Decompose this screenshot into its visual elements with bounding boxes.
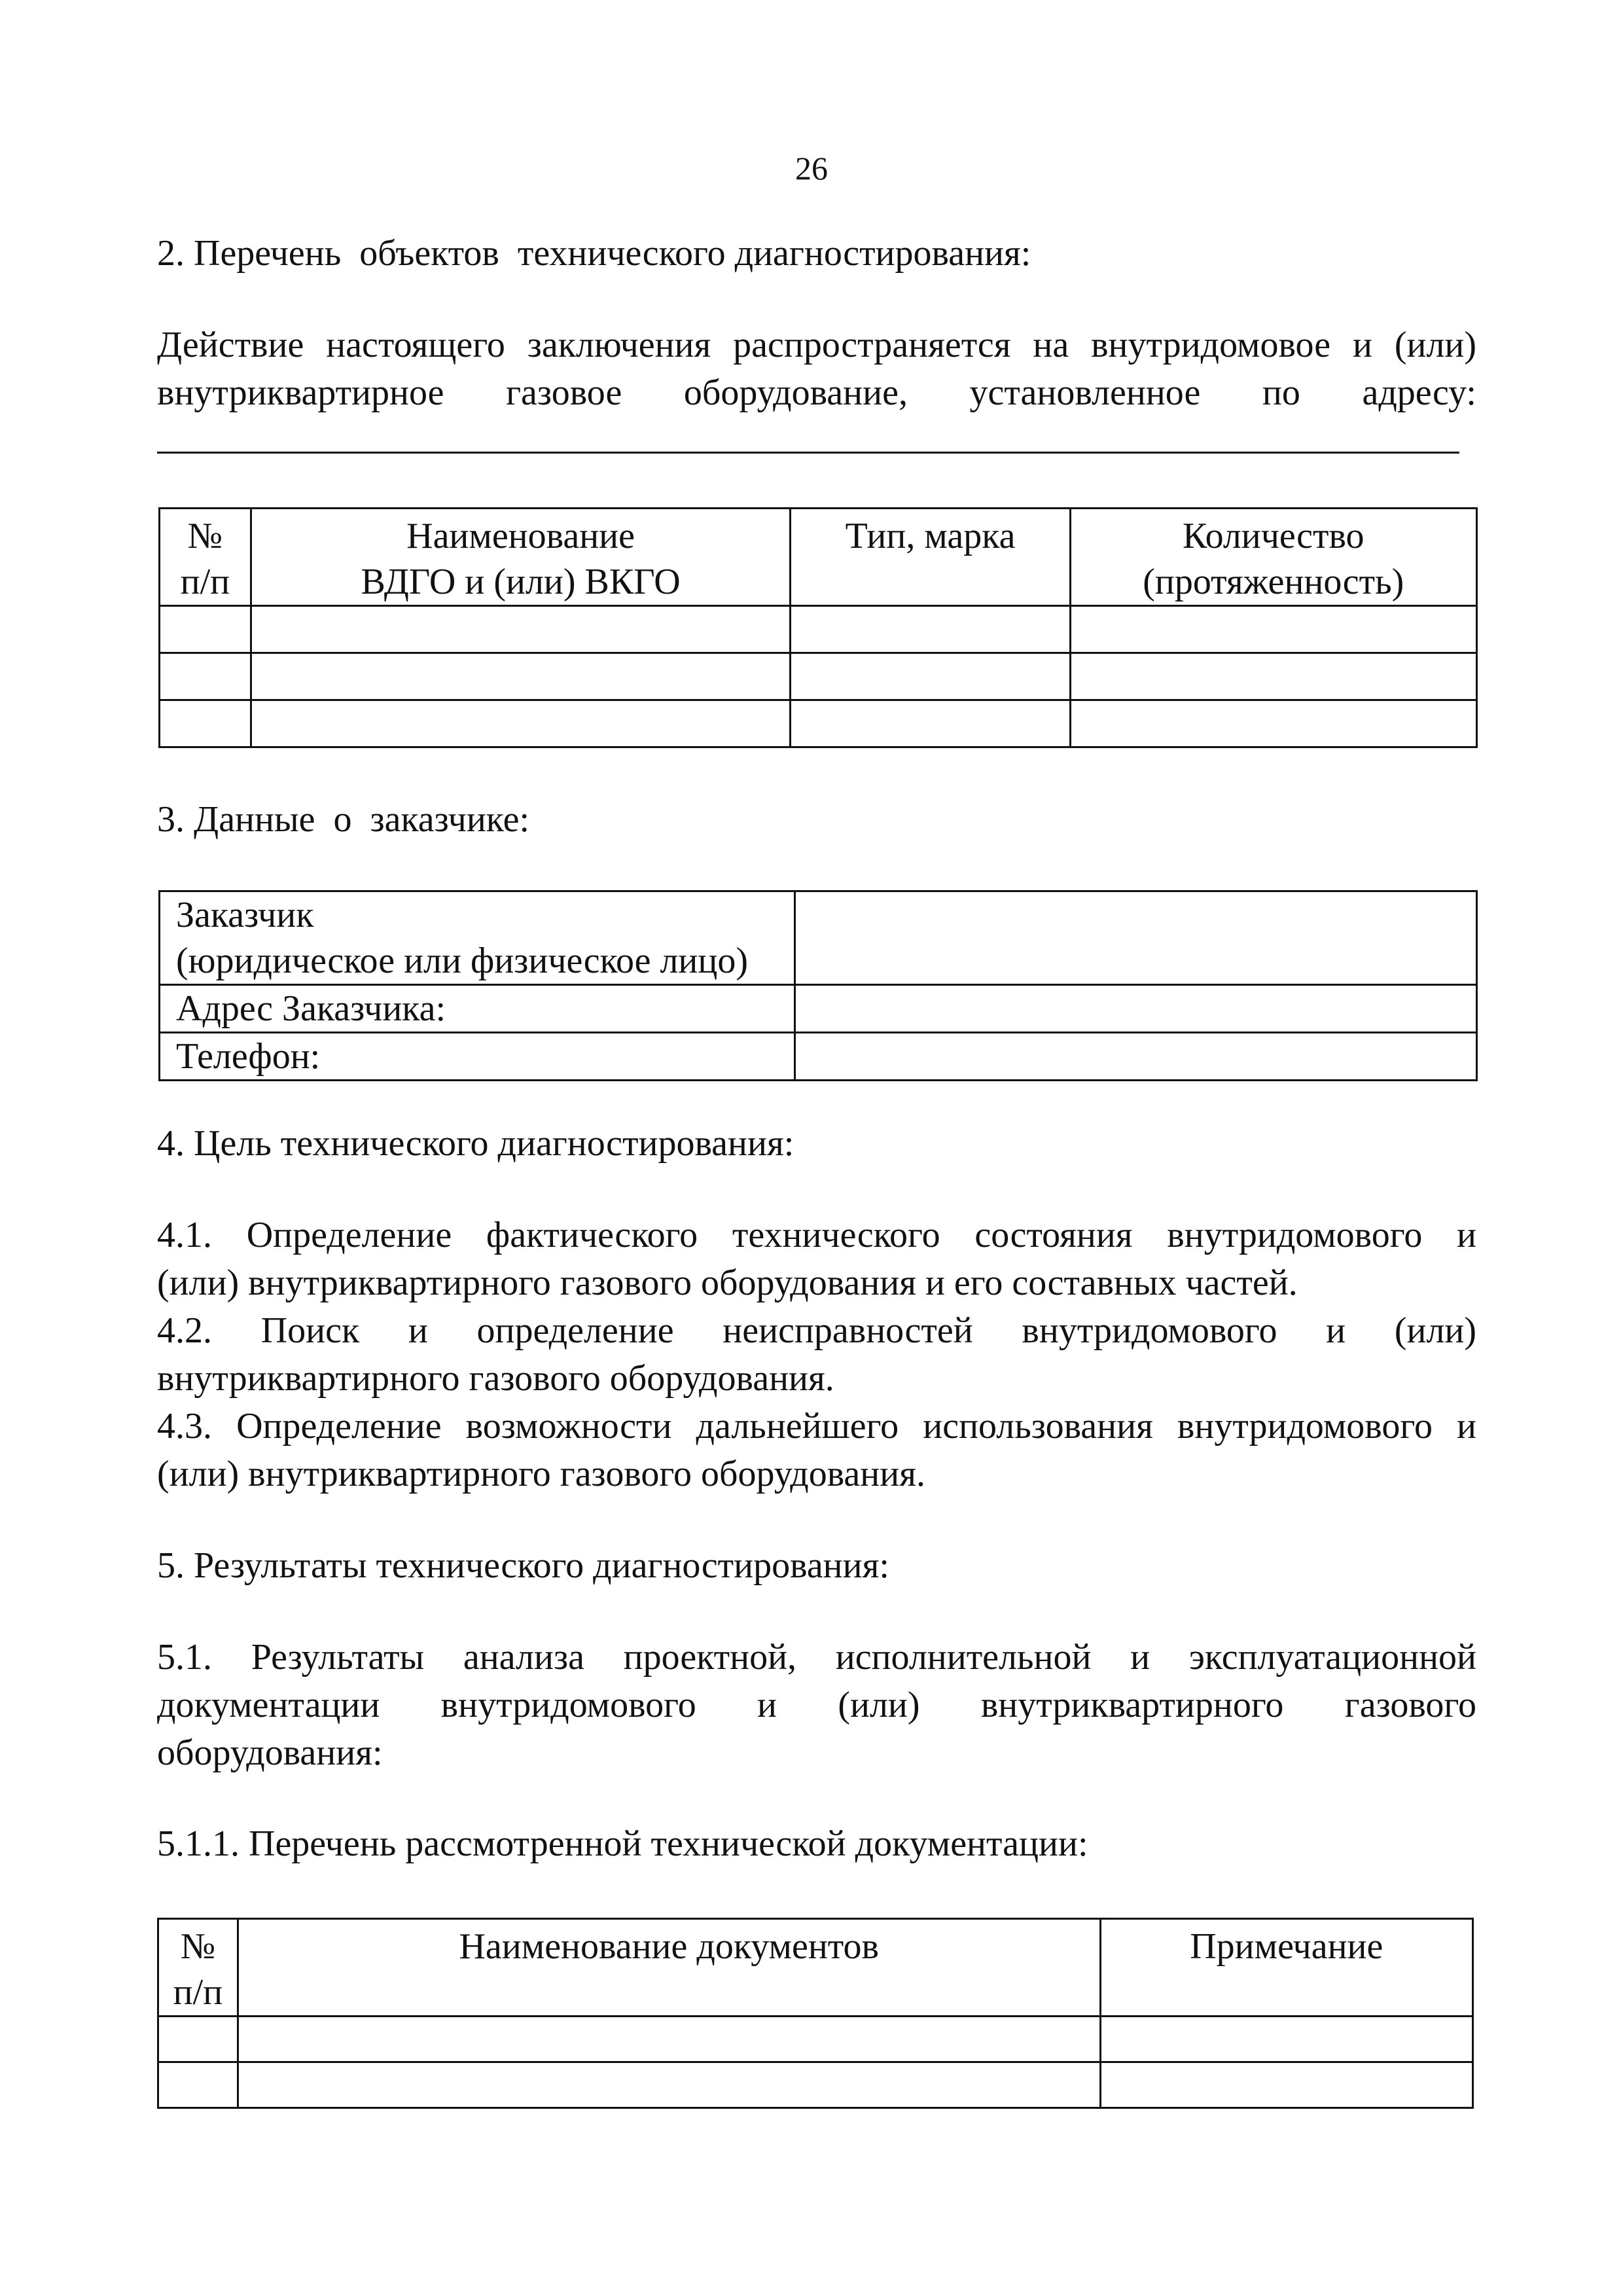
objects-table [158,507,1478,748]
table-cell[interactable] [791,700,1070,747]
customer-value-cell[interactable] [794,891,1476,985]
documents-table [157,1918,1474,2109]
customer-table [158,890,1478,1081]
customer-label: Заказчик (юридическое или физическое лицо) [160,891,795,985]
customer-address-label: Адрес Заказчика: [160,985,795,1033]
table-cell[interactable] [160,606,251,653]
objects-col-name: Наименование ВДГО и (или) ВКГО [251,509,791,606]
table-cell[interactable] [238,2017,1100,2062]
p511-heading: 5.1.1. Перечень рассмотренной технической документации: [157,1823,1088,1864]
p43-line1: 4.3. Определение возможности дальнейшего использования внутридомового и [157,1406,1476,1446]
table-cell[interactable] [160,653,251,700]
section2-heading: 2. Перечень объектов технического диагностирования: [157,233,1031,274]
section2-para-line1: Действие настоящего заключения распространяется на внутридомовое и (или) [157,325,1476,365]
table-cell[interactable] [1100,2062,1472,2108]
p42-line2: внутриквартирного газового оборудования. [157,1358,834,1399]
customer-row-address [160,985,1477,1033]
table-cell[interactable] [1070,606,1476,653]
documents-col-number: № п/п [158,1919,238,2017]
table-cell[interactable] [251,700,791,747]
objects-col-quantity: Количество (протяженность) [1070,509,1476,606]
p43-line2: (или) внутриквартирного газового оборудования. [157,1454,925,1494]
table-row [160,700,1477,747]
table-row [158,2062,1473,2108]
p41-line2: (или) внутриквартирного газового оборудования и его составных частей. [157,1263,1298,1303]
documents-col-name: Наименование документов [238,1919,1100,2017]
customer-phone-label: Телефон: [160,1033,795,1081]
table-row [158,2017,1473,2062]
customer-phone-cell[interactable] [794,1033,1476,1081]
objects-col-type: Тип, марка [791,509,1070,606]
objects-table-header [160,509,1477,606]
table-cell[interactable] [238,2062,1100,2108]
table-cell[interactable] [251,606,791,653]
address-fill-line[interactable] [157,452,1459,454]
table-cell[interactable] [1070,653,1476,700]
section4-heading: 4. Цель технического диагностирования: [157,1123,794,1164]
documents-col-note: Примечание [1100,1919,1472,2017]
section5-heading: 5. Результаты технического диагностирования: [157,1545,889,1586]
p42-line1: 4.2. Поиск и определение неисправностей внутридомового и (или) [157,1310,1476,1351]
section2-para-line2: внутриквартирное газовое оборудование, установленное по адресу: [157,372,1476,413]
table-cell[interactable] [1100,2017,1472,2062]
table-cell[interactable] [251,653,791,700]
p51-line1: 5.1. Результаты анализа проектной, исполнительной и эксплуатационной [157,1637,1476,1677]
table-row [160,653,1477,700]
table-cell[interactable] [160,700,251,747]
page-number: 26 [795,150,828,187]
table-cell[interactable] [158,2017,238,2062]
table-cell[interactable] [791,653,1070,700]
table-cell[interactable] [1070,700,1476,747]
table-cell[interactable] [791,606,1070,653]
customer-row-phone [160,1033,1477,1081]
p51-line3: оборудования: [157,1732,383,1773]
objects-col-number: № п/п [160,509,251,606]
section3-heading: 3. Данные о заказчике: [157,799,530,840]
p51-line2: документации внутридомового и (или) внутриквартирного газового [157,1685,1476,1725]
p41-line1: 4.1. Определение фактического технического состояния внутридомового и [157,1215,1476,1255]
table-cell[interactable] [158,2062,238,2108]
customer-row-name [160,891,1477,985]
table-row [160,606,1477,653]
documents-table-header [158,1919,1473,2017]
customer-address-cell[interactable] [794,985,1476,1033]
